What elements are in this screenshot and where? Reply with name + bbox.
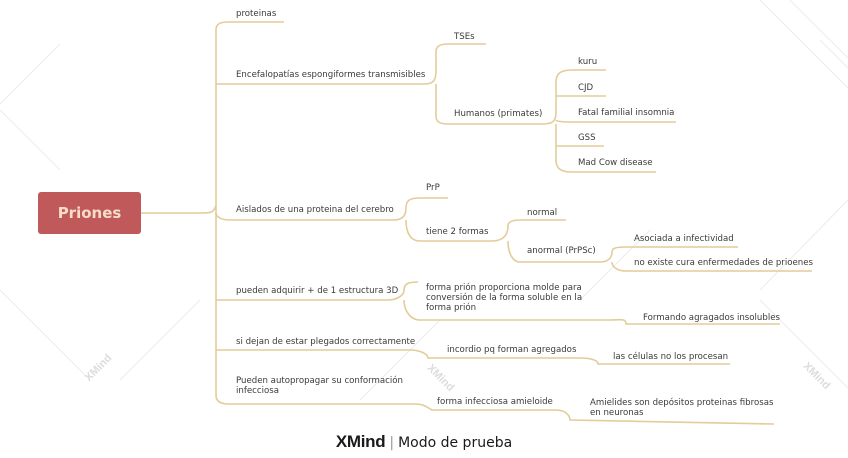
topic-tses[interactable]: TSEs (454, 32, 475, 42)
topic-formando-agregados[interactable]: Formando agragados insolubles (643, 313, 780, 323)
topic-mad-cow-disease[interactable]: Mad Cow disease (578, 158, 653, 168)
topic-no-existe-cura[interactable]: no existe cura enfermedades de prioenes (634, 258, 813, 268)
topic-kuru[interactable]: kuru (578, 57, 598, 67)
footer-separator: | (389, 435, 395, 451)
topic-pueden-adquirir-3d[interactable]: pueden adquirir + de 1 estructura 3D (236, 286, 399, 296)
topic-tiene-2-formas[interactable]: tiene 2 formas (426, 227, 489, 237)
topic-amielides[interactable]: Amielides son depósitos proteinas fibrosas en neuronas (590, 398, 774, 418)
watermark-brand-center: XMind (424, 362, 457, 394)
topic-forma-infecciosa-amieloide[interactable]: forma infecciosa amieloide (437, 397, 553, 407)
footer-watermark (0, 432, 848, 452)
topic-incordio[interactable]: incordio pq forman agregados (447, 345, 577, 355)
watermark-brand-left: XMind (82, 352, 115, 384)
topic-si-dejan-plegados[interactable]: si dejan de estar plegados correctamente (236, 337, 416, 347)
topic-gss[interactable]: GSS (578, 133, 596, 143)
topic-forma-prion-molde[interactable]: forma prión proporciona molde para conversión de la forma soluble en la forma prión (426, 283, 583, 313)
topic-aislados[interactable]: Aislados de una proteina del cerebro (236, 205, 394, 215)
watermark-brand-right: XMind (800, 360, 833, 392)
topic-prp[interactable]: PrP (426, 183, 440, 193)
topic-fatal-familial-insomnia[interactable]: Fatal familial insomnia (578, 108, 675, 118)
topic-cjd[interactable]: CJD (578, 83, 594, 93)
topic-normal[interactable]: normal (527, 208, 558, 218)
root-topic-label: Priones (57, 204, 122, 222)
footer-brand: XMind (335, 432, 386, 451)
topic-encefalopatias[interactable]: Encefalopatías espongiformes transmisibles (236, 70, 426, 80)
topic-anormal[interactable]: anormal (PrPSc) (527, 246, 596, 256)
topic-celulas-no-procesan[interactable]: las células no los procesan (613, 352, 729, 362)
topic-humanos[interactable]: Humanos (primates) (454, 109, 543, 119)
root-topic[interactable] (38, 192, 141, 234)
topic-proteinas[interactable]: proteinas (236, 9, 277, 19)
topic-asociada-infectividad[interactable]: Asociada a infectividad (634, 234, 734, 244)
footer-mode: Modo de prueba (398, 435, 513, 451)
topic-autopropagar[interactable]: Pueden autopropagar su conformación infecciosa (236, 376, 403, 396)
